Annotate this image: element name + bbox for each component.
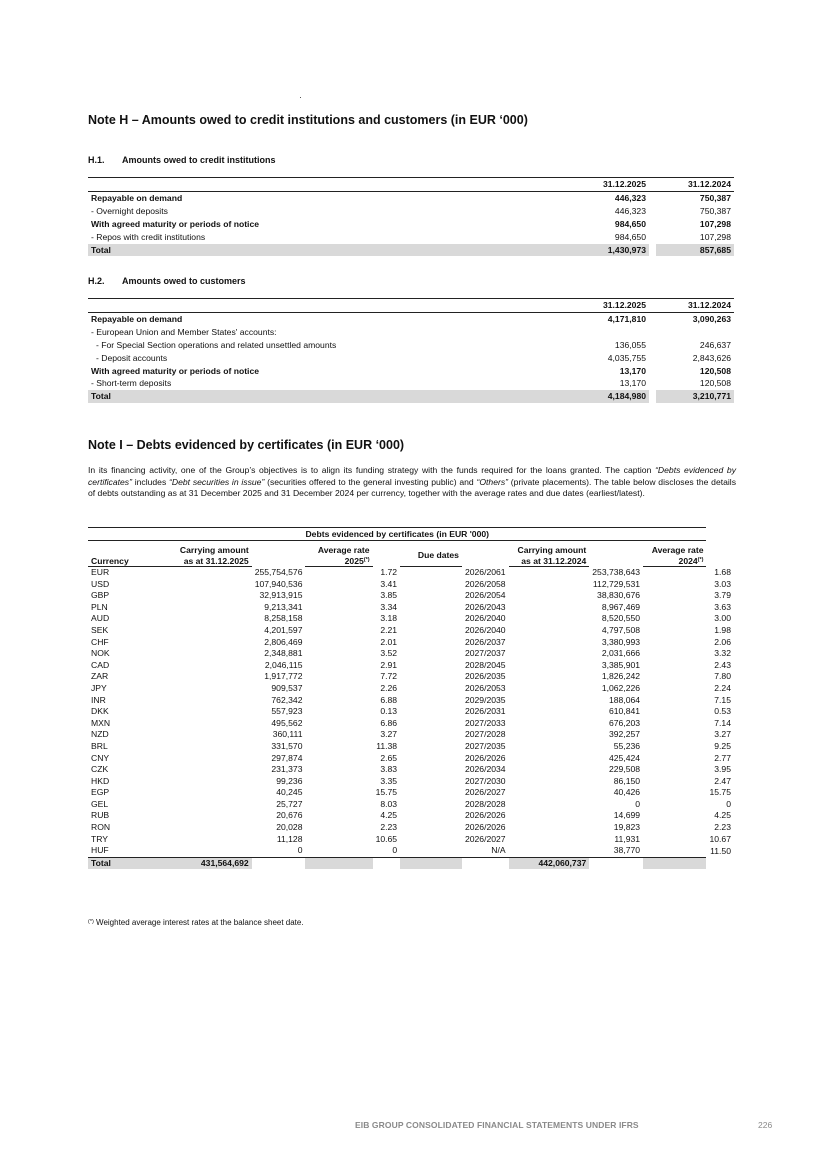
- ca-2024-cell: 188,064: [608, 694, 641, 705]
- note-i-title: Note I – Debts evidenced by certificates (in EUR ‘000): [88, 438, 405, 452]
- currency-row: [88, 567, 734, 579]
- table-row: [88, 231, 734, 244]
- due-dates-cell: 2026/2034: [464, 764, 506, 775]
- ar-2024-cell: 3.79: [714, 590, 731, 601]
- currency-cell: DKK: [91, 706, 109, 717]
- table-row: [88, 352, 734, 365]
- currency-row: [88, 660, 734, 672]
- para-text: includes: [131, 476, 170, 487]
- ar-2024-cell: 2.23: [714, 822, 731, 833]
- due-dates-cell: 2026/2040: [464, 613, 506, 624]
- due-dates-cell: 2027/2037: [464, 648, 506, 659]
- ar-2024-cell: 3.95: [714, 764, 731, 775]
- ar-2024-cell: 9.25: [714, 740, 731, 751]
- currency-row: [88, 695, 734, 707]
- due-dates-cell: 2029/2035: [464, 694, 506, 705]
- ar-2025-cell: 3.85: [380, 590, 398, 601]
- currency-cell: GEL: [91, 798, 109, 809]
- total-due: [400, 857, 462, 869]
- ca-2025-cell: 2,806,469: [264, 636, 303, 647]
- para-italic: “Debts evidenced by certificates”: [88, 465, 737, 487]
- row-label: Total: [88, 244, 574, 257]
- currency-row: [88, 648, 734, 660]
- due-dates-cell: 2026/2043: [464, 601, 506, 612]
- ca-2025-cell: 297,874: [271, 752, 303, 763]
- due-dates-cell: 2026/2026: [464, 810, 506, 821]
- note-h-title: Note H – Amounts owed to credit institutions and customers (in EUR ‘000): [88, 113, 528, 127]
- currency-cell: NZD: [91, 729, 109, 740]
- due-dates-cell: N/A: [491, 845, 506, 856]
- ar-2024-cell: 2.43: [714, 659, 731, 670]
- ca-2025-cell: 20,676: [276, 810, 303, 821]
- ar-2024-cell: 7.15: [714, 694, 731, 705]
- due-dates-cell: 2027/2028: [464, 729, 506, 740]
- due-dates-cell: 2026/2035: [464, 671, 506, 682]
- ca-2025-cell: 2,348,881: [264, 648, 303, 659]
- ca-2025-cell: 2,046,115: [264, 659, 303, 670]
- ca-2025-cell: 20,028: [276, 822, 303, 833]
- currency-cell: HKD: [91, 775, 110, 786]
- currency-cell: CHF: [91, 636, 109, 647]
- row-label: Repayable on demand: [91, 192, 183, 203]
- due-dates-cell: 2026/2026: [464, 822, 506, 833]
- table-row: [88, 312, 734, 325]
- table-row: [88, 218, 734, 231]
- value-2025: 4,035,755: [607, 352, 646, 363]
- due-dates-cell: 2026/2026: [464, 752, 506, 763]
- header-ca-2024: Carrying amount as at 31.12.2024: [509, 541, 590, 567]
- ar-2025-cell: 0.13: [380, 706, 398, 717]
- currency-cell: CZK: [91, 764, 109, 775]
- ar-2024-cell: 15.75: [709, 787, 731, 798]
- ar-2024-cell: 0: [726, 798, 731, 809]
- ca-2025-cell: 231,373: [271, 764, 303, 775]
- ar-2025-cell: 1.72: [380, 566, 398, 577]
- value-2024: 107,298: [699, 231, 731, 242]
- page-footer: EIB GROUP CONSOLIDATED FINANCIAL STATEMENTS UNDER IFRS: [355, 1120, 639, 1130]
- ar-2025-cell: 6.88: [380, 694, 398, 705]
- currency-cell: CAD: [91, 659, 110, 670]
- total-ar-2024: [643, 857, 706, 869]
- currency-row: [88, 729, 734, 741]
- ar-2024-cell: 3.00: [714, 613, 731, 624]
- due-dates-cell: 2028/2045: [464, 659, 506, 670]
- due-dates-cell: 2026/2061: [464, 566, 506, 577]
- table-row: [88, 326, 734, 339]
- due-dates-cell: 2026/2027: [464, 787, 506, 798]
- stray-dot: [300, 97, 301, 98]
- currency-row: [88, 579, 734, 591]
- para-text: (securities offered to the general investing public) and: [264, 476, 477, 487]
- currency-cell: ZAR: [91, 671, 109, 682]
- note-i-paragraph: [88, 465, 736, 500]
- currency-cell: INR: [91, 694, 106, 705]
- due-dates-cell: 2026/2058: [464, 578, 506, 589]
- ar-2024-cell: 3.03: [714, 578, 731, 589]
- ar-2024-cell: 2.47: [714, 775, 731, 786]
- footnote-mark: (*): [88, 919, 94, 925]
- currency-row: [88, 810, 734, 822]
- currency-cell: HUF: [91, 845, 109, 856]
- ca-2025-cell: 99,236: [276, 775, 303, 786]
- ca-2024-cell: 0: [635, 798, 641, 809]
- para-italic: “Others”: [476, 476, 509, 487]
- ca-2024-cell: 253,738,643: [592, 566, 641, 577]
- total-row: [88, 390, 734, 403]
- ar-2024-cell: 10.67: [709, 833, 731, 844]
- row-label: - European Union and Member States' accounts:: [91, 326, 277, 337]
- col-2025: 31.12.2025: [574, 178, 649, 192]
- ca-2025-cell: 255,754,576: [254, 566, 303, 577]
- ca-2025-cell: 360,111: [272, 729, 303, 740]
- debts-table: [88, 527, 734, 869]
- ar-2025-cell: 15.75: [375, 787, 398, 798]
- due-dates-cell: 2028/2028: [464, 798, 506, 809]
- ca-2024-cell: 38,770: [613, 845, 641, 856]
- currency-cell: PLN: [91, 601, 108, 612]
- ca-2025-cell: 9,213,341: [264, 601, 303, 612]
- ar-2025-cell: 3.18: [380, 613, 398, 624]
- ca-2024-cell: 112,729,531: [592, 578, 641, 589]
- credit-institutions-table: [88, 177, 734, 256]
- due-dates-cell: 2026/2054: [464, 590, 506, 601]
- ar-2024-cell: 2.06: [714, 636, 731, 647]
- table-header-row: [88, 178, 734, 192]
- table-row: [88, 205, 734, 218]
- h1-title: Amounts owed to credit institutions: [122, 155, 276, 165]
- row-label: Total: [88, 390, 574, 403]
- row-label: - Repos with credit institutions: [91, 231, 206, 242]
- ar-2024-cell: 2.24: [714, 682, 731, 693]
- ar-2024-cell: 0.53: [714, 706, 731, 717]
- row-label: Repayable on demand: [91, 313, 183, 324]
- ca-2025-cell: 762,342: [271, 694, 303, 705]
- currency-row: [88, 822, 734, 834]
- currency-cell: BRL: [91, 740, 108, 751]
- ca-2025-cell: 32,913,915: [259, 590, 303, 601]
- ca-2024-cell: 392,257: [608, 729, 641, 740]
- ar-2025-cell: 6.86: [380, 717, 398, 728]
- value-2025: [574, 326, 649, 339]
- h1-number: H.1.: [88, 155, 105, 165]
- h2-number: H.2.: [88, 276, 105, 286]
- ar-2025-cell: 7.72: [380, 671, 398, 682]
- table-row: [88, 339, 734, 352]
- ar-2025-cell: 2.65: [380, 752, 398, 763]
- header-label: [88, 299, 574, 313]
- header-ca-2025: Carrying amount as at 31.12.2025: [152, 541, 252, 567]
- row-label: With agreed maturity or periods of notice: [91, 218, 259, 229]
- ar-2025-cell: 3.52: [380, 648, 398, 659]
- para-italic: “Debt securities in issue”: [169, 476, 265, 487]
- table-row: [88, 365, 734, 378]
- value-2024: 3,090,263: [692, 313, 731, 324]
- ar-2025-cell: 3.34: [380, 601, 398, 612]
- ar-2024-cell: 3.63: [714, 601, 731, 612]
- page-number: 226: [758, 1120, 773, 1130]
- ar-2025-cell: 11.38: [376, 740, 398, 751]
- ar-2025-cell: 2.23: [380, 822, 398, 833]
- h2-title: Amounts owed to customers: [122, 276, 246, 286]
- total-ar-2025: [305, 857, 372, 869]
- ar-2024-cell: 3.32: [714, 648, 731, 659]
- due-dates-cell: 2027/2030: [464, 775, 506, 786]
- ar-2025-cell: 2.26: [380, 682, 398, 693]
- value-2024: 3,210,771: [656, 390, 734, 403]
- table-caption-row: [88, 528, 734, 541]
- value-2024: [656, 326, 734, 339]
- ca-2024-cell: 229,508: [608, 764, 641, 775]
- currency-row: [88, 602, 734, 614]
- ca-2025-cell: 909,537: [271, 682, 303, 693]
- col-2024: 31.12.2024: [656, 299, 734, 313]
- value-2025: 13,170: [619, 378, 646, 389]
- due-dates-cell: 2026/2027: [464, 833, 506, 844]
- currency-cell: AUD: [91, 613, 110, 624]
- value-2025: 136,055: [614, 339, 646, 350]
- currency-row: [88, 718, 734, 730]
- due-dates-cell: 2027/2033: [464, 717, 506, 728]
- footnote: [88, 918, 304, 927]
- total-row: [88, 857, 734, 869]
- ca-2024-cell: 676,203: [608, 717, 641, 728]
- table-caption: Debts evidenced by certificates (in EUR '000): [88, 528, 706, 541]
- value-2024: 120,508: [699, 378, 731, 389]
- value-2024: 246,637: [699, 339, 731, 350]
- value-2024: 120,508: [699, 365, 731, 376]
- ar-2025-cell: 10.65: [375, 833, 398, 844]
- ca-2024-cell: 3,380,993: [601, 636, 641, 647]
- currency-cell: RON: [91, 822, 111, 833]
- due-dates-cell: 2027/2035: [464, 740, 506, 751]
- ca-2024-cell: 1,826,242: [601, 671, 641, 682]
- ca-2024-cell: 55,236: [613, 740, 641, 751]
- ca-2024-cell: 8,520,550: [601, 613, 641, 624]
- currency-row: [88, 845, 734, 857]
- currency-cell: USD: [91, 578, 110, 589]
- ca-2024-cell: 2,031,666: [601, 648, 641, 659]
- currency-row: [88, 613, 734, 625]
- currency-cell: GBP: [91, 590, 110, 601]
- ar-2025-cell: 2.91: [380, 659, 398, 670]
- value-2024: 750,387: [699, 192, 731, 203]
- currency-cell: NOK: [91, 648, 110, 659]
- ar-2024-cell: 2.77: [714, 752, 731, 763]
- ar-2025-cell: 3.41: [380, 578, 398, 589]
- value-2024: 107,298: [699, 218, 731, 229]
- value-2025: 1,430,973: [574, 244, 649, 257]
- ca-2025-cell: 0: [297, 845, 303, 856]
- due-dates-cell: 2026/2040: [464, 624, 506, 635]
- ca-2024-cell: 86,150: [613, 775, 641, 786]
- header-ar-2024: Average rate 2024(*): [643, 541, 706, 567]
- ar-2025-cell: 2.21: [380, 624, 398, 635]
- ar-2024-cell: 1.68: [714, 566, 731, 577]
- footnote-text: Weighted average interest rates at the balance sheet date.: [93, 918, 304, 927]
- row-label: - Short-term deposits: [91, 378, 172, 389]
- currency-cell: RUB: [91, 810, 110, 821]
- col-2024: 31.12.2024: [656, 178, 734, 192]
- currency-row: [88, 637, 734, 649]
- ar-2025-cell: 8.03: [380, 798, 398, 809]
- header-due-dates: Due dates: [400, 541, 462, 567]
- ca-2024-cell: 610,841: [608, 706, 641, 717]
- value-2025: 4,171,810: [607, 313, 646, 324]
- para-text: In its financing activity, one of the Group’s objectives is to align its funding strategy with the funds required for the loans granted. The caption: [88, 465, 656, 475]
- due-dates-cell: 2026/2037: [464, 636, 506, 647]
- row-label: - Overnight deposits: [91, 205, 168, 216]
- value-2025: 13,170: [619, 365, 646, 376]
- currency-row: [88, 625, 734, 637]
- header-ar-2025: Average rate 2025(*): [305, 541, 372, 567]
- currency-row: [88, 799, 734, 811]
- ca-2025-cell: 8,258,158: [264, 613, 303, 624]
- currency-row: [88, 753, 734, 765]
- currency-cell: JPY: [91, 682, 107, 693]
- value-2024: 2,843,626: [692, 352, 731, 363]
- value-2025: 446,323: [614, 205, 646, 216]
- table-row: [88, 191, 734, 204]
- currency-row: [88, 764, 734, 776]
- ca-2025-cell: 25,727: [276, 798, 303, 809]
- ar-2024-cell: 3.27: [714, 729, 731, 740]
- ar-2025-cell: 3.35: [380, 775, 398, 786]
- currency-row: [88, 741, 734, 753]
- currency-row: [88, 683, 734, 695]
- ca-2024-cell: 38,830,676: [597, 590, 641, 601]
- ca-2024-cell: 11,931: [614, 833, 641, 844]
- total-2025: 431,564,692: [152, 857, 252, 869]
- currency-cell: CNY: [91, 752, 110, 763]
- ar-2025-cell: 3.27: [380, 729, 398, 740]
- ca-2024-cell: 14,699: [613, 810, 641, 821]
- ar-2025-cell: 0: [392, 845, 398, 856]
- h1-heading: [88, 155, 276, 165]
- table-header-row: [88, 299, 734, 313]
- ca-2025-cell: 4,201,597: [264, 624, 303, 635]
- currency-row: [88, 834, 734, 846]
- currency-row: [88, 706, 734, 718]
- header-currency: Currency: [88, 541, 152, 567]
- currency-cell: EGP: [91, 787, 110, 798]
- ca-2024-cell: 1,062,226: [601, 682, 641, 693]
- ar-2025-cell: 3.83: [380, 764, 398, 775]
- ca-2024-cell: 19,823: [613, 822, 641, 833]
- table-header-row: [88, 541, 734, 567]
- value-2025: 446,323: [614, 192, 646, 203]
- value-2024: 750,387: [699, 205, 731, 216]
- ar-2024-cell: 7.14: [714, 717, 731, 728]
- currency-row: [88, 776, 734, 788]
- value-2025: 984,650: [614, 218, 646, 229]
- ca-2025-cell: 107,940,536: [254, 578, 303, 589]
- currency-row: [88, 671, 734, 683]
- due-dates-cell: 2026/2053: [464, 682, 506, 693]
- ca-2025-cell: 495,562: [271, 717, 303, 728]
- total-label: Total: [88, 857, 152, 869]
- total-2024: 442,060,737: [509, 857, 590, 869]
- row-label: - Deposit accounts: [96, 352, 168, 363]
- ar-2025-cell: 4.25: [380, 810, 398, 821]
- value-2025: 984,650: [614, 231, 646, 242]
- ar-2024-cell: 4.25: [714, 810, 731, 821]
- table-row: [88, 377, 734, 390]
- ca-2024-cell: 40,426: [613, 787, 641, 798]
- ca-2025-cell: 11,128: [276, 833, 303, 844]
- currency-cell: TRY: [91, 833, 109, 844]
- currency-cell: MXN: [91, 717, 111, 728]
- value-2025: 4,184,980: [574, 390, 649, 403]
- ca-2024-cell: 3,385,901: [601, 659, 641, 670]
- ca-2025-cell: 40,245: [276, 787, 303, 798]
- ca-2025-cell: 331,570: [271, 740, 303, 751]
- ca-2025-cell: 1,917,772: [264, 671, 303, 682]
- ca-2025-cell: 557,923: [271, 706, 303, 717]
- due-dates-cell: 2026/2031: [464, 706, 506, 717]
- row-label: With agreed maturity or periods of notice: [91, 365, 259, 376]
- currency-row: [88, 787, 734, 799]
- ar-2024-cell: 1.98: [714, 624, 731, 635]
- currency-cell: EUR: [91, 567, 110, 577]
- customers-table: [88, 298, 734, 403]
- ca-2024-cell: 8,967,469: [601, 601, 641, 612]
- row-label: - For Special Section operations and related unsettled amounts: [96, 339, 337, 350]
- currency-row: [88, 590, 734, 602]
- value-2024: 857,685: [656, 244, 734, 257]
- ar-2024-cell: 11.50: [710, 845, 731, 856]
- h2-heading: [88, 276, 246, 286]
- total-row: [88, 244, 734, 257]
- header-label: [88, 178, 574, 192]
- ar-2024-cell: 7.80: [714, 671, 731, 682]
- para-text: (private placements). The table below discloses the details of debts outstanding as at 31 December 2025 and 31 December 2024 per currency, together with the average rates and due dates (earliest/latest).: [88, 476, 737, 498]
- ca-2024-cell: 4,797,508: [601, 624, 641, 635]
- ar-2025-cell: 2.01: [380, 636, 398, 647]
- col-2025: 31.12.2025: [574, 299, 649, 313]
- ca-2024-cell: 425,424: [608, 752, 641, 763]
- currency-cell: SEK: [91, 624, 109, 635]
